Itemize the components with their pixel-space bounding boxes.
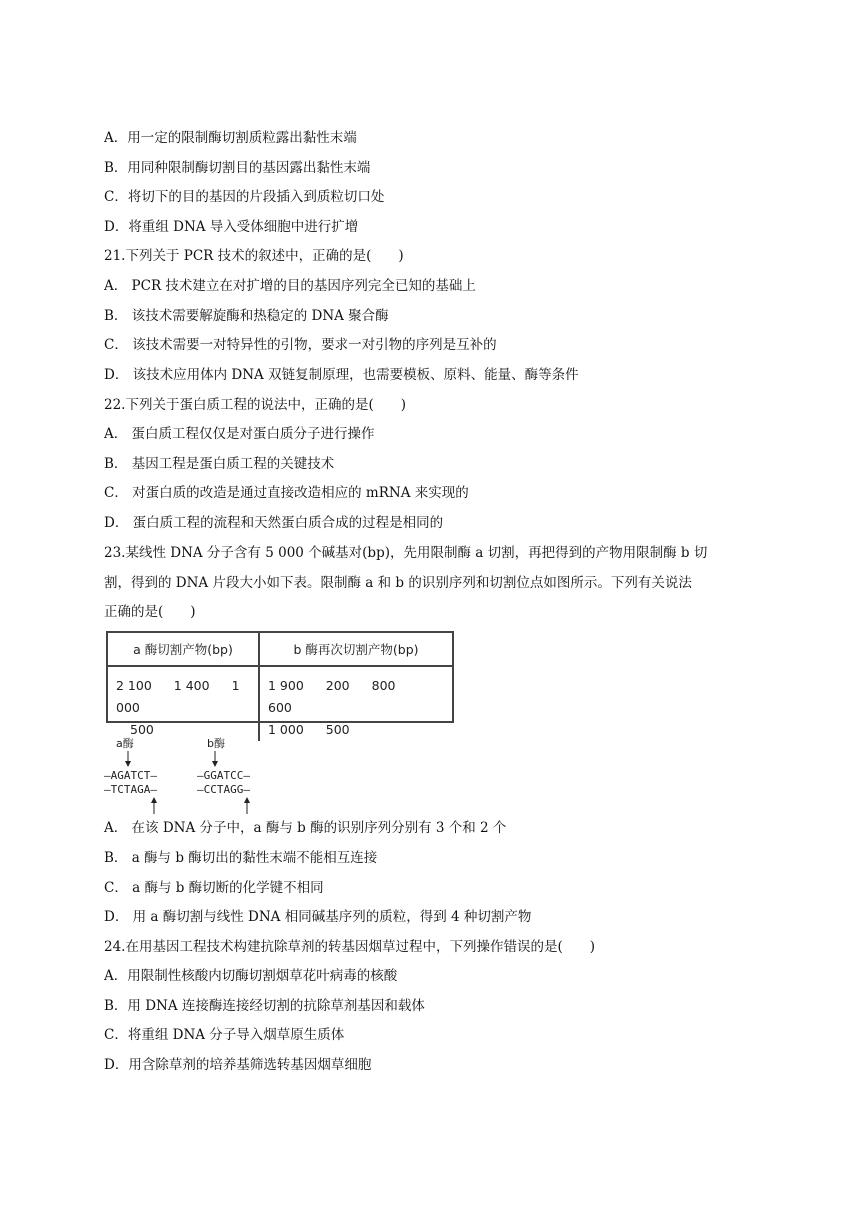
enzyme-b-bottom-strand: —CCTAGG— <box>197 783 250 796</box>
a-product: 500 <box>130 722 154 737</box>
q23-option-a: A． 在该 DNA 分子中，a 酶与 b 酶的识别序列分别有 3 个和 2 个 <box>104 820 507 836</box>
q24-option-b: B．用 DNA 连接酶连接经切割的抗除草剂基因和载体 <box>104 998 425 1014</box>
q22-option-a: A． 蛋白质工程仅仅是对蛋白质分子进行操作 <box>104 426 375 442</box>
digest-table <box>106 631 454 737</box>
q22-stem: 22.下列关于蛋白质工程的说法中，正确的是( ) <box>104 397 407 413</box>
b-product: 1 000 <box>268 722 304 737</box>
q20-option-a: A．用一定的限制酶切割质粒露出黏性末端 <box>104 130 357 146</box>
q20-option-d: D．将重组 DNA 导入受体细胞中进行扩增 <box>104 219 359 235</box>
q21-option-d: D． 该技术应用体内 DNA 双链复制原理，也需要模板、原料、能量、酶等条件 <box>104 367 579 383</box>
q23-stem-line-1: 23.某线性 DNA 分子含有 5 000 个碱基对(bp)，先用限制酶 a 切割，再把得到的产物用限制酶 b 切 <box>104 545 708 561</box>
q22-option-b: B． 基因工程是蛋白质工程的关键技术 <box>104 456 335 472</box>
a-product: 2 100 <box>116 678 152 693</box>
enzyme-a-top-strand: —AGATCT— <box>104 769 157 782</box>
q22-option-c: C． 对蛋白质的改造是通过直接改造相应的 mRNA 来实现的 <box>104 485 469 501</box>
q23-stem-line-3: 正确的是( ) <box>104 604 196 620</box>
enzyme-a-label: a酶 <box>116 737 134 750</box>
down-arrow-icon <box>209 751 229 769</box>
q23-option-b: B． a 酶与 b 酶切出的黏性末端不能相互连接 <box>104 850 378 866</box>
q23-stem-line-2: 割，得到的 DNA 片段大小如下表。限制酶 a 和 b 的识别序列和切割位点如图所示。下列有关说法 <box>104 575 692 591</box>
b-product: 800 <box>371 678 396 693</box>
q24-option-c: C．将重组 DNA 分子导入烟草原生质体 <box>104 1027 345 1043</box>
enzyme-a-bottom-strand: —TCTAGA— <box>104 783 157 796</box>
table-header-b: b 酶再次切割产物(bp) <box>260 633 452 667</box>
q24-option-a: A．用限制性核酸内切酶切割烟草花叶病毒的核酸 <box>104 968 398 984</box>
b-product: 500 <box>325 722 350 737</box>
enzyme-b-label: b酶 <box>207 737 225 750</box>
q21-stem: 21.下列关于 PCR 技术的叙述中，正确的是( ) <box>104 248 404 264</box>
table-header-a: a 酶切割产物(bp) <box>108 633 260 667</box>
q21-option-b: B． 该技术需要解旋酶和热稳定的 DNA 聚合酶 <box>104 308 389 324</box>
q21-option-c: C． 该技术需要一对特异性的引物，要求一对引物的序列是互补的 <box>104 337 497 353</box>
q24-stem: 24.在用基因工程技术构建抗除草剂的转基因烟草过程中，下列操作错误的是( ) <box>104 939 596 955</box>
q22-option-d: D． 蛋白质工程的流程和天然蛋白质合成的过程是相同的 <box>104 515 444 531</box>
q23-option-d: D． 用 a 酶切割与线性 DNA 相同碱基序列的质粒，得到 4 种切割产物 <box>104 909 532 925</box>
b-product: 200 <box>325 678 350 693</box>
enzyme-b-diagram <box>197 737 261 815</box>
table-cell-a-products <box>108 667 260 741</box>
up-arrow-icon <box>148 797 168 815</box>
a-product: 1 000 <box>116 678 240 715</box>
enzyme-b-top-strand: —GGATCC— <box>197 769 250 782</box>
b-product: 1 900 <box>268 678 304 693</box>
q20-option-c: C．将切下的目的基因的片段插入到质粒切口处 <box>104 189 385 205</box>
q24-option-d: D．用含除草剂的培养基筛选转基因烟草细胞 <box>104 1057 372 1073</box>
table-cell-b-products <box>260 667 452 741</box>
b-product: 600 <box>268 700 292 715</box>
q20-option-b: B．用同种限制酶切割目的基因露出黏性末端 <box>104 160 371 176</box>
a-product: 1 400 <box>173 678 210 693</box>
down-arrow-icon <box>122 751 142 769</box>
q21-option-a: A． PCR 技术建立在对扩增的目的基因序列完全已知的基础上 <box>104 278 476 294</box>
up-arrow-icon <box>241 797 261 815</box>
enzyme-a-diagram <box>104 737 168 815</box>
q23-option-c: C． a 酶与 b 酶切断的化学键不相同 <box>104 880 324 896</box>
